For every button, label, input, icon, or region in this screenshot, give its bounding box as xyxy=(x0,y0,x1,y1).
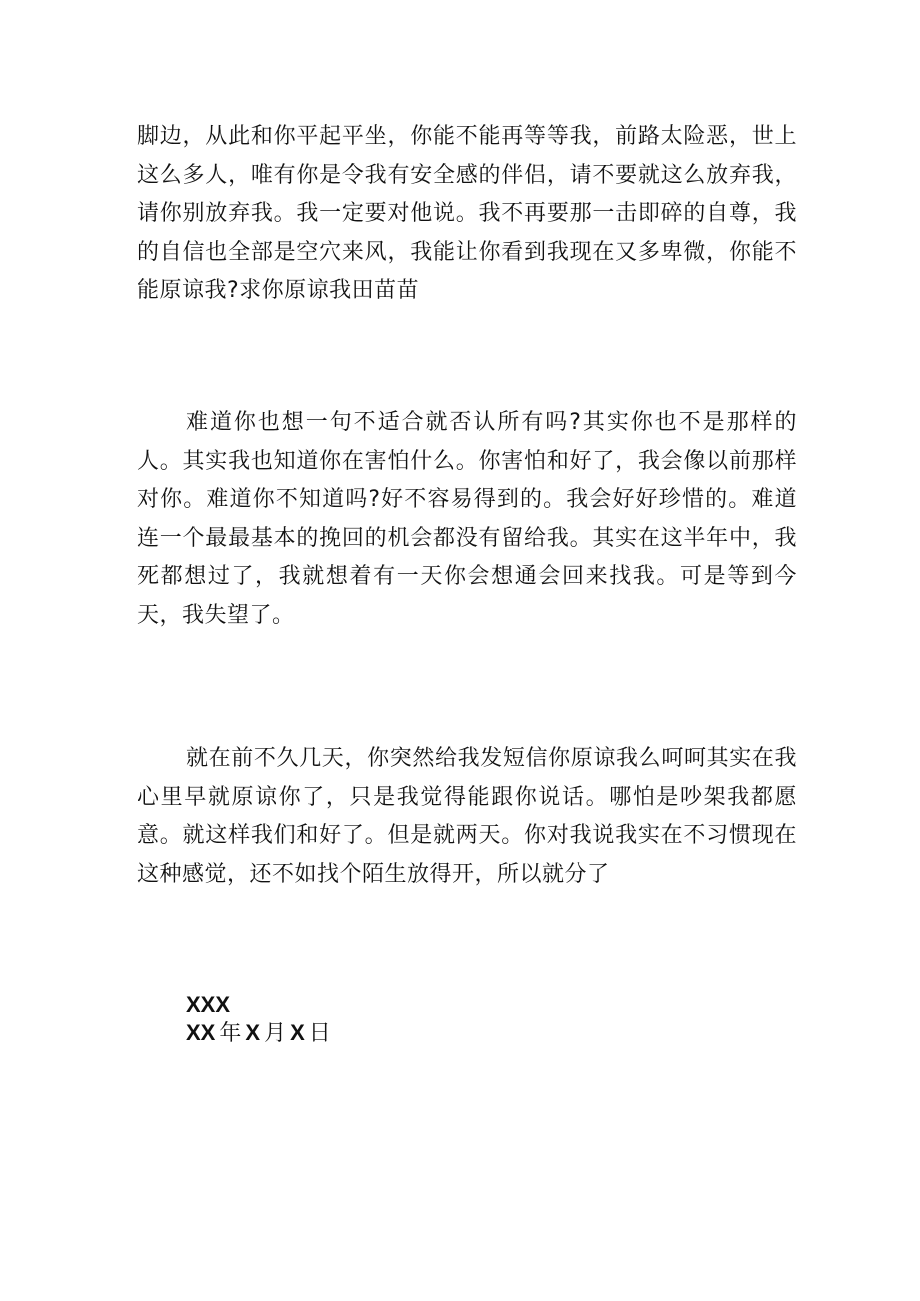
date-day-label: 日 xyxy=(308,1021,331,1046)
paragraph-3: 就在前不久几天，你突然给我发短信你原谅我么呵呵其实在我心里早就原谅你了，只是我觉得能跟你说话。哪怕是吵架我都愿意。就这样我们和好了。但是就两天。你对我说我实在不习惯现在这种感觉，还不如找个陌生放得开，所以就分了 xyxy=(137,746,797,887)
date-month: X xyxy=(245,1020,261,1045)
signature-date xyxy=(186,1019,335,1048)
date-year: XX xyxy=(186,1020,216,1045)
signature-block xyxy=(186,991,335,1048)
paragraph-2: 难道你也想一句不适合就否认所有吗?其实你也不是那样的人。其实我也知道你在害怕什么。你害怕和好了，我会像以前那样对你。难道你不知道吗?好不容易得到的。我会好好珍惜的。难道连一个最最基本的挽回的机会都没有留给我。其实在这半年中，我死都想过了，我就想着有一天你会想通会回来找我。可是等到今天，我失望了。 xyxy=(137,410,797,628)
date-day: X xyxy=(290,1020,305,1045)
paragraph-1: 脚边，从此和你平起平坐，你能不能再等等我，前路太险恶，世上这么多人，唯有你是令我有安全感的伴侣，请不要就这么放弃我，请你别放弃我。我一定要对他说。我不再要那一击即碎的自尊，我的自信也全部是空穴来风，我能让你看到我现在又多卑微，你能不能原谅我?求你原谅我田苗苗 xyxy=(137,124,797,303)
date-month-label: 月 xyxy=(264,1021,287,1046)
date-year-label: 年 xyxy=(219,1021,242,1046)
signature-name: XXX xyxy=(186,992,231,1017)
